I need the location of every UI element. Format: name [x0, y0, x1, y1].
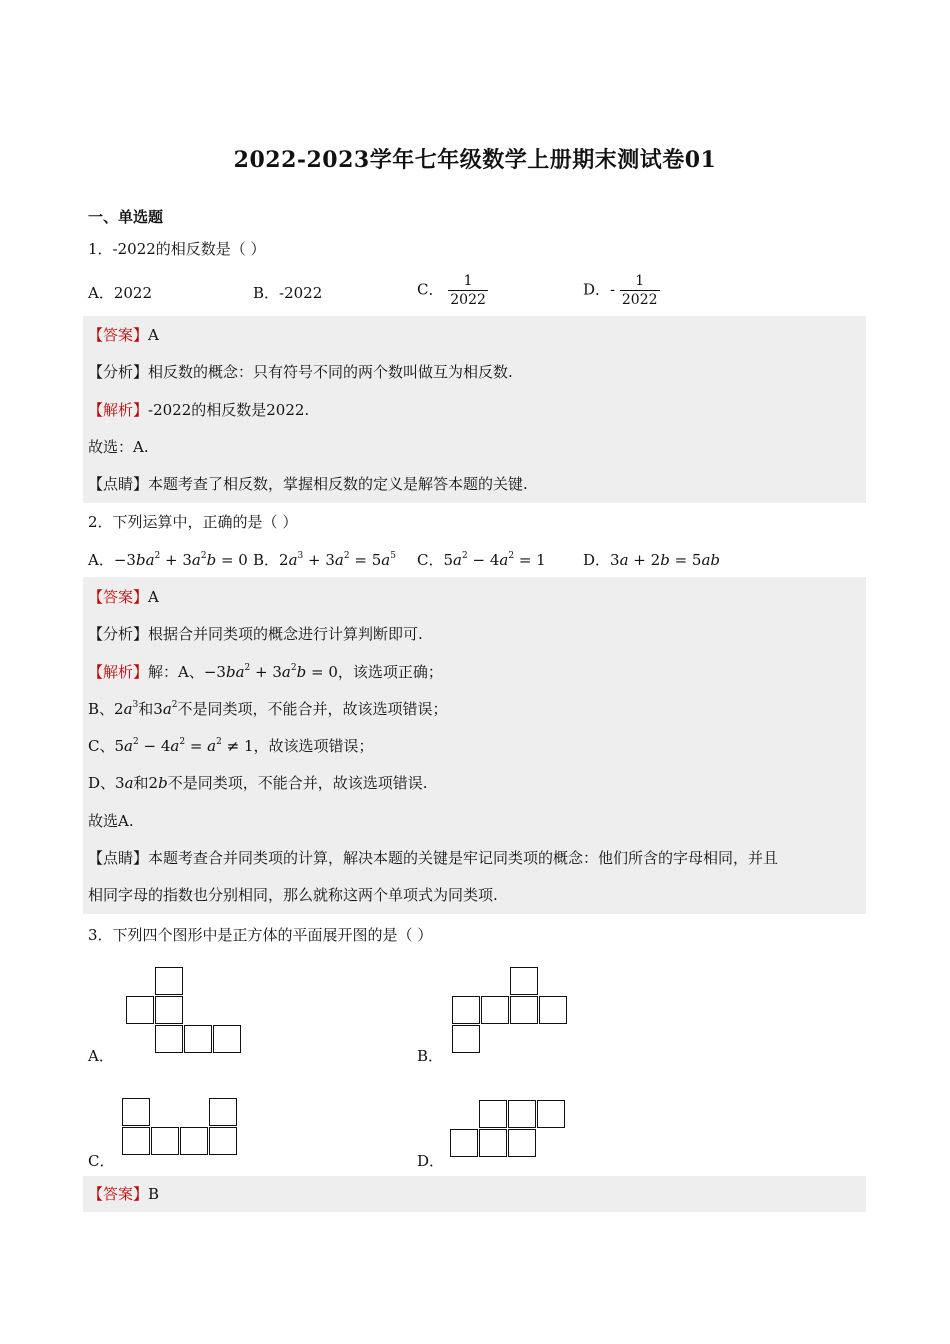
q2-line-c — [88, 736, 374, 756]
q1-option-d-fraction — [620, 272, 660, 309]
q2-answer-block — [83, 577, 866, 914]
q3-label-a: A． — [88, 1047, 114, 1065]
q2-solution-formula: $-3ba^2 + 3a^2b = 0$ — [203, 663, 338, 681]
q1-stem: 1．-2022的相反数是（ ） — [88, 240, 266, 258]
q3-stem: 3．下列四个图形中是正方体的平面展开图的是（ ） — [88, 926, 433, 944]
q2-line-c-formula: $5a^2 - 4a^2 = a^2 \ne 1$ — [114, 737, 254, 755]
q3-label-c: C． — [88, 1152, 115, 1170]
q2-option-a — [88, 550, 248, 570]
q2-option-b — [253, 550, 396, 570]
q1-choose-line: 故选：A. — [88, 438, 149, 456]
q2-comment-line — [88, 848, 778, 868]
q1-comment-line — [88, 474, 528, 494]
q3-answer-line — [88, 1184, 159, 1204]
q1-option-d — [583, 272, 660, 309]
q2-line-d — [88, 773, 427, 793]
section-heading: 一、单选题 — [88, 208, 164, 226]
net-square — [508, 1129, 536, 1157]
q1-option-c — [417, 272, 488, 309]
net-square — [510, 967, 538, 995]
comment-tag: 【点睛】 — [88, 849, 149, 867]
net-square — [479, 1129, 507, 1157]
net-square — [155, 1025, 183, 1053]
net-square — [180, 1127, 208, 1155]
fraction-denominator: 2022 — [621, 292, 658, 308]
q1-option-d-label: D．- — [583, 280, 616, 299]
q2-comment-line-2: 相同字母的指数也分别相同，那么就称这两个单项式为同类项. — [88, 886, 498, 904]
net-square — [122, 1127, 150, 1155]
q2-analysis: 根据合并同类项的概念进行计算判断即可. — [148, 625, 423, 643]
net-square — [213, 1025, 241, 1053]
q1-comment: 本题考查了相反数，掌握相反数的定义是解答本题的关键. — [148, 475, 528, 493]
q2-comment-1: 本题考查合并同类项的计算，解决本题的关键是牢记同类项的概念：他们所含的字母相同，并且 — [148, 849, 779, 867]
net-square — [126, 996, 154, 1024]
q2-option-b-formula: $2a^3 + 3a^2 = 5a^5$ — [279, 551, 396, 569]
q2-line-c-prefix: C、 — [88, 737, 115, 755]
q2-answer-line — [88, 587, 159, 607]
net-square — [452, 996, 480, 1024]
net-square — [184, 1025, 212, 1053]
net-square — [450, 1129, 478, 1157]
q2-solution-suffix: ，该选项正确； — [337, 663, 443, 681]
q1-solution-line — [88, 400, 309, 420]
answer-tag: 【答案】 — [88, 588, 149, 606]
q2-choose-line: 故选A. — [88, 812, 134, 830]
q2-line-d-term-1: 3a — [115, 774, 134, 792]
net-square — [155, 996, 183, 1024]
fraction-numerator: 1 — [448, 272, 488, 291]
q1-analysis: 相反数的概念：只有符号不同的两个数叫做互为相反数. — [148, 363, 513, 381]
q2-option-d-formula: 3a + 2b = 5ab — [610, 551, 720, 569]
q1-solution: -2022的相反数是2022. — [148, 401, 310, 419]
q2-analysis-line — [88, 624, 423, 644]
q3-answer-block — [83, 1176, 866, 1212]
comment-tag: 【点睛】 — [88, 475, 149, 493]
q2-option-a-formula: $-3ba^2 + 3a^2b = 0$ — [113, 551, 248, 569]
q3-answer: B — [148, 1185, 160, 1203]
q2-option-c — [417, 550, 546, 570]
solution-tag: 【解析】 — [88, 663, 149, 681]
q2-option-d — [583, 550, 720, 570]
q2-line-d-mid: 和 — [133, 774, 149, 792]
net-square — [151, 1127, 179, 1155]
net-square — [539, 996, 567, 1024]
net-square — [479, 1100, 507, 1128]
q2-option-d-label: D． — [583, 551, 611, 569]
q3-label-d: D． — [417, 1152, 445, 1170]
q2-line-b-term-2: $3a^2$ — [153, 700, 178, 718]
q2-line-d-prefix: D、 — [88, 774, 116, 792]
fraction-numerator: 1 — [620, 272, 660, 291]
q2-line-d-suffix: 不是同类项，不能合并，故该选项错误. — [167, 774, 428, 792]
q2-option-c-label: C． — [417, 551, 444, 569]
net-square — [508, 1100, 536, 1128]
q2-stem: 2．下列运算中，正确的是（ ） — [88, 513, 298, 531]
net-square — [452, 1025, 480, 1053]
q1-option-c-label: C． — [417, 280, 444, 299]
q3-label-b: B． — [417, 1047, 444, 1065]
q2-line-b-prefix: B、 — [88, 700, 115, 718]
q1-analysis-line — [88, 362, 513, 382]
page-title: 2022-2023学年七年级数学上册期末测试卷01 — [233, 147, 717, 173]
net-square — [155, 967, 183, 995]
q2-option-c-formula: $5a^2 - 4a^2 = 1$ — [443, 551, 546, 569]
q2-line-b-suffix: 不是同类项，不能合并，故该选项错误； — [177, 700, 448, 718]
q1-answer: A — [148, 326, 159, 344]
net-square — [510, 996, 538, 1024]
net-square — [537, 1100, 565, 1128]
q1-option-c-fraction — [448, 272, 488, 309]
net-square — [209, 1098, 237, 1126]
q2-line-d-term-2: 2b — [148, 774, 168, 792]
q2-line-b — [88, 699, 448, 719]
q2-option-b-label: B． — [253, 551, 280, 569]
q1-option-a: A．2022 — [88, 284, 153, 302]
q2-line-c-suffix: ，故该选项错误； — [253, 737, 374, 755]
net-square — [481, 996, 509, 1024]
q2-line-b-mid: 和 — [138, 700, 154, 718]
q1-option-b: B．-2022 — [253, 284, 323, 302]
q1-answer-block — [83, 316, 866, 503]
fraction-denominator: 2022 — [450, 292, 486, 308]
q2-answer: A — [148, 588, 159, 606]
solution-tag: 【解析】 — [88, 401, 149, 419]
q2-solution-line — [88, 662, 443, 682]
q2-option-a-label: A． — [88, 551, 114, 569]
q2-line-b-term-1: $2a^3$ — [114, 700, 139, 718]
analysis-tag: 【分析】 — [88, 363, 149, 381]
net-square — [209, 1127, 237, 1155]
answer-tag: 【答案】 — [88, 1185, 149, 1203]
answer-tag: 【答案】 — [88, 326, 149, 344]
q1-answer-line — [88, 325, 159, 345]
net-square — [122, 1098, 150, 1126]
q2-solution-prefix: 解：A、 — [148, 663, 204, 681]
analysis-tag: 【分析】 — [88, 625, 149, 643]
